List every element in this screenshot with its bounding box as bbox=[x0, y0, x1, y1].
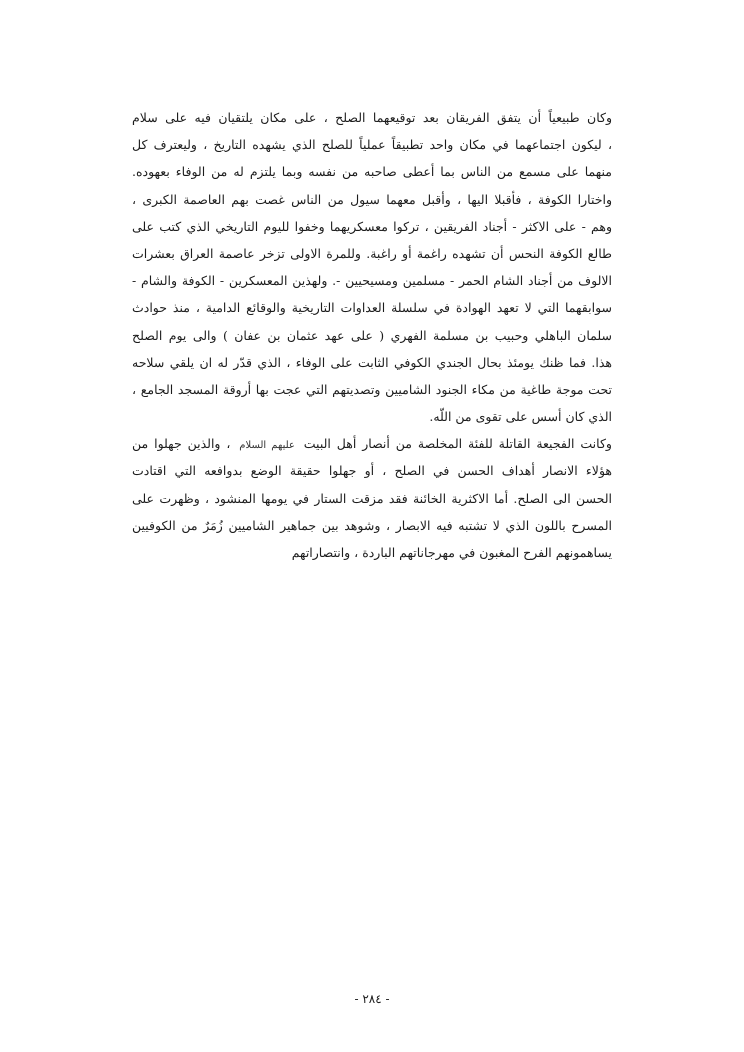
text-line: وهم - على الاكثر - أجناد الفريقين ، تركوا معسكريهما وخفوا لليوم التاريخي الذي كتب على bbox=[132, 218, 612, 234]
text-line: سوابقهما التي لا تعهد الهوادة في سلسلة العداوات التاريخية والوقائع الدامية ، منذ حوادث bbox=[132, 300, 612, 316]
text-line: الذي كان أسس على تقوى من اللّه. bbox=[429, 409, 612, 425]
paragraph-2 bbox=[132, 430, 612, 566]
text-line: واختارا الكوفة ، فأقبلا اليها ، وأقبل معهما سيول من الناس غصت بهم العاصمة الكبرى ، bbox=[132, 191, 612, 207]
honorific-mark: عليهم السلام bbox=[239, 440, 295, 452]
text-line-first bbox=[132, 430, 612, 457]
body-text bbox=[132, 104, 612, 566]
text-line: الالوف من أجناد الشام الحمر - مسلمين ومسيحيين -. ولهذين المعسكرين - الكوفة والشام - bbox=[132, 273, 612, 289]
text-line: الحسن الى الصلح. أما الاكثرية الخائنة فقد مزقت الستار في يومها المنشود ، وظهرت على bbox=[132, 490, 612, 506]
text-line: وكان طبيعياً أن يتفق الفريقان بعد توقيعهما الصلح ، على مكان يلتقيان فيه على سلام bbox=[132, 110, 612, 125]
text-line: منهما على مسمع من الناس بما أعطى صاحبه من نفسه وبما يلتزم له من الوفاء بعهوده. bbox=[132, 164, 612, 180]
text-line: ، ليكون اجتماعهما في مكان واحد تطبيقاً عملياً للصلح الذي يشهده التاريخ ، وليعترف كل bbox=[132, 137, 612, 153]
paragraph-1 bbox=[132, 104, 612, 430]
text-line: المسرح باللون الذي لا تشتبه فيه الابصار ، وشوهد بين جماهير الشاميين زُمَرٌ من الكوفيين bbox=[132, 517, 612, 533]
text-line: يساهمونهم الفرح المغبون في مهرجاناتهم الباردة ، وانتصاراتهم bbox=[291, 545, 612, 560]
page-number: - ٢٨٤ - bbox=[354, 992, 390, 1006]
text-line: تحت موجة طاغية من مكاء الجنود الشاميين وتصديتهم التي عجت بها أروقة المسجد الجامع ، bbox=[132, 381, 612, 397]
text-line: طالع الكوفة النحس أن تشهده راغمة أو راغبة. وللمرة الاولى تزخر عاصمة العراق بعشرات bbox=[132, 245, 612, 261]
text-segment: ، والذين جهلوا من bbox=[132, 436, 231, 452]
text-line: سلمان الباهلي وحبيب بن مسلمة الفهري ( على عهد عثمان بن عفان ) والى يوم الصلح bbox=[132, 327, 612, 343]
text-line: هذا. فما ظنك يومئذ بحال الجندي الكوفي الثابت على الوفاء ، الذي قدّر له ان يلقي سلاحه bbox=[132, 354, 612, 370]
text-line: هؤلاء الانصار أهداف الحسن في الصلح ، أو جهلوا حقيقة الوضع بدوافعه التي اقتادت bbox=[132, 463, 612, 479]
text-segment: وكانت الفجيعة القاتلة للفئة المخلصة من أنصار أهل البيت bbox=[303, 436, 612, 452]
